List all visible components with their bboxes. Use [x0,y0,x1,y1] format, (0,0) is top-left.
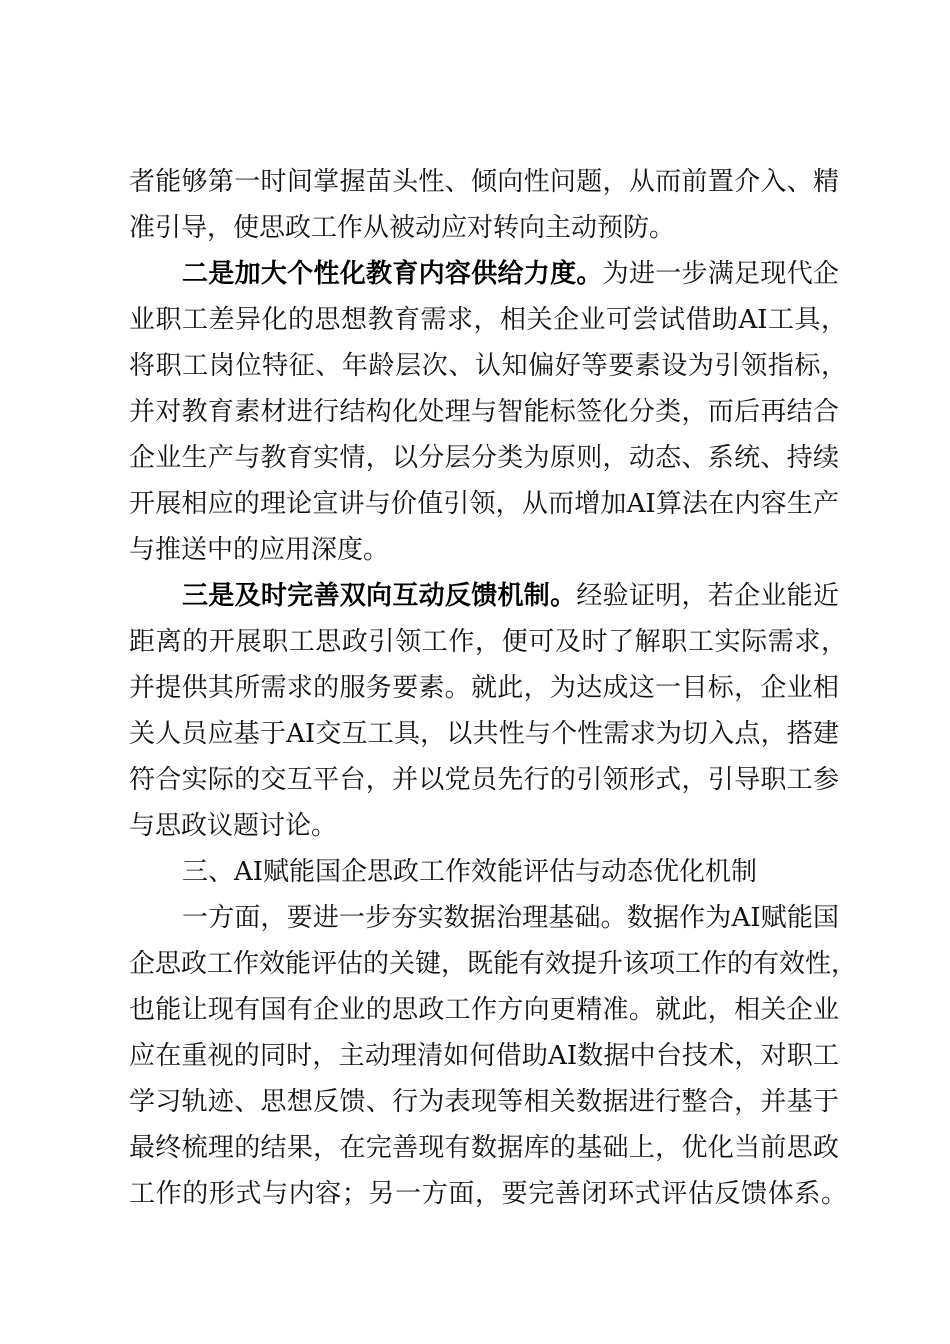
text-line: 符合实际的交互平台，并以党员先行的引领形式，引导职工参 [129,765,839,795]
text-line: 应在重视的同时，主动理清如何借助AI数据中台技术，对职工 [129,1041,839,1071]
paragraph-line [182,252,839,296]
bold-heading: 二是加大个性化教育内容供给力度。 [182,259,603,289]
text-line: 与思政议题讨论。 [129,811,338,841]
text-line: 者能够第一时间掌握苗头性、倾向性问题，从而前置介入、精 [129,167,839,197]
bold-heading: 三是及时完善双向互动反馈机制。 [182,581,577,611]
text-line: 并对教育素材进行结构化处理与智能标签化分类，而后再结合 [129,397,839,427]
text-line: 并提供其所需求的服务要素。就此，为达成这一目标，企业相 [129,673,839,703]
text-line: 学习轨迹、思想反馈、行为表现等相关数据进行整合，并基于 [129,1087,839,1117]
text-line: 企业生产与教育实情，以分层分类为原则，动态、系统、持续 [129,443,839,473]
text-line: 距离的开展职工思政引领工作，便可及时了解职工实际需求， [129,627,847,657]
text-run: 为进一步满足现代企 [602,259,839,289]
text-line: 企思政工作效能评估的关键，既能有效提升该项工作的有效性， [129,949,858,979]
text-line: 一方面，要进一步夯实数据治理基础。数据作为AI赋能国 [182,903,839,933]
text-run: 经验证明，若企业能近 [576,581,839,611]
text-line: 工作的形式与内容；另一方面，要完善闭环式评估反馈体系。 [129,1179,847,1209]
text-line: 业职工差异化的思想教育需求，相关企业可尝试借助AI工具， [129,305,847,335]
text-line: 准引导，使思政工作从被动应对转向主动预防。 [129,213,676,243]
text-line: 将职工岗位特征、年龄层次、认知偏好等要素设为引领指标， [129,351,847,381]
text-line: 开展相应的理论宣讲与价值引领，从而增加AI算法在内容生产 [129,489,839,519]
text-line: 与推送中的应用深度。 [129,535,390,565]
paragraph-line [182,574,839,618]
section-heading: 三、AI赋能国企思政工作效能评估与动态优化机制 [182,857,758,887]
text-line: 最终梳理的结果，在完善现有数据库的基础上，优化当前思政 [129,1133,839,1163]
text-line: 也能让现有国有企业的思政工作方向更精准。就此，相关企业 [129,995,839,1025]
text-line: 关人员应基于AI交互工具，以共性与个性需求为切入点，搭建 [129,719,839,749]
